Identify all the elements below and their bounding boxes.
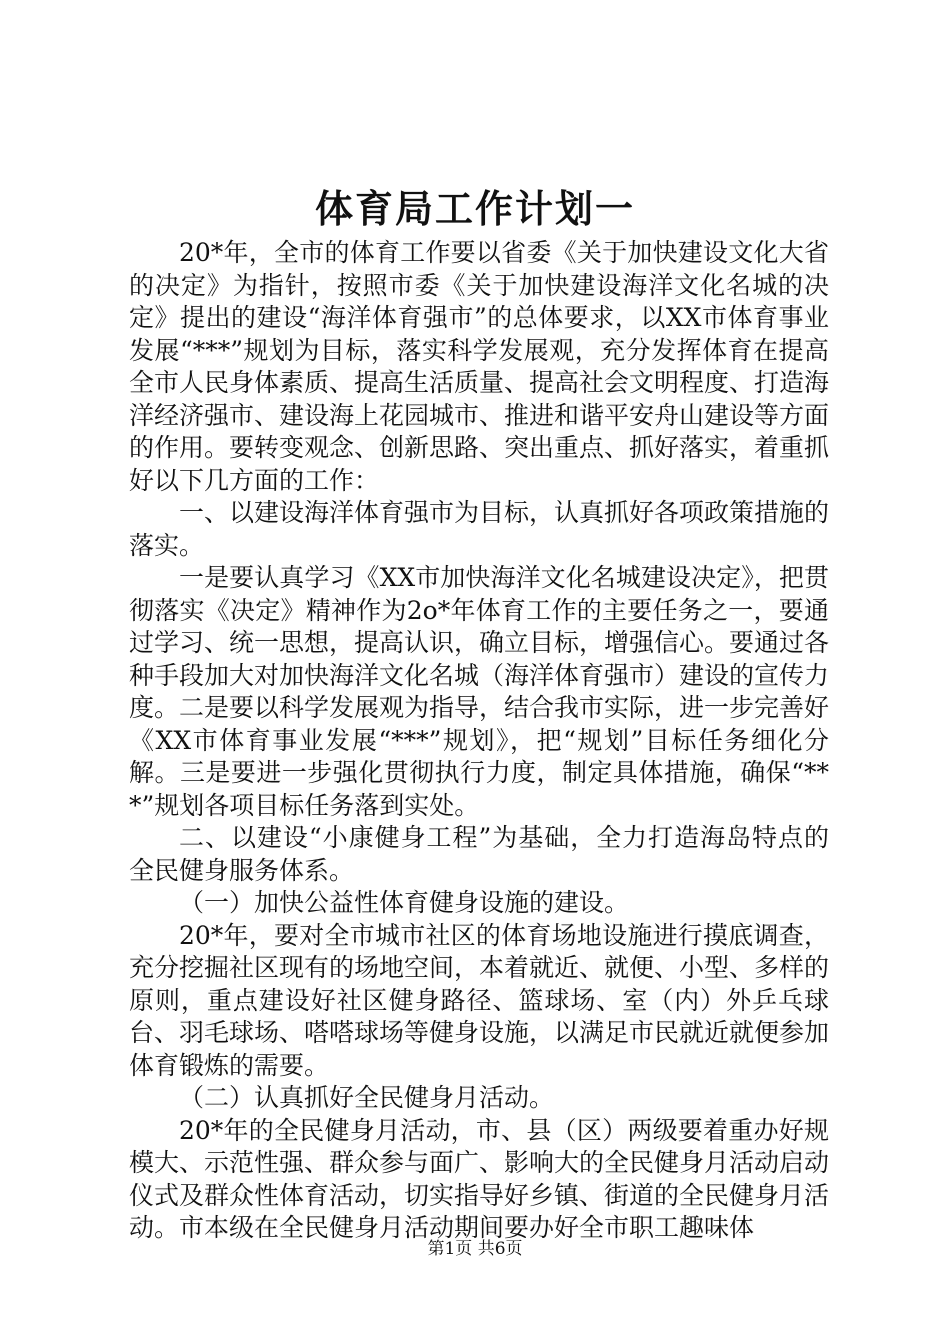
document-title: 体育局工作计划一 <box>314 187 635 231</box>
page-footer: 第1页 共6页 <box>427 1239 523 1259</box>
paragraph-subsection-1-body: 20*年，要对全市城市社区的体育场地设施进行摸底调查，充分挖掘社区现有的场地空间，本着就近、就便、小型、多样的原则，重点建设好社区健身路径、篮球场、室（内）外乒乓球台、羽毛球场、嗒嗒球场等健身设施，以满足市民就近就便参加体育锻炼的需要。 <box>129 920 830 1080</box>
document-body <box>129 237 829 1245</box>
paragraph-subsection-2-body: 20*年的全民健身月活动，市、县（区）两级要着重办好规模大、示范性强、群众参与面广、影响大的全民健身月活动启动仪式及群众性体育活动，切实指导好乡镇、街道的全民健身月活动。市本级在全民健身月活动期间要办好全市职工趣味体 <box>129 1115 830 1242</box>
paragraph-section-1-heading: 一、以建设海洋体育强市为目标，认真抓好各项政策措施的落实。 <box>129 498 830 560</box>
paragraph-intro: 20*年，全市的体育工作要以省委《关于加快建设文化大省的决定》为指针，按照市委《关于加快建设海洋文化名城的决定》提出的建设“海洋体育强市”的总体要求，以XX市体育事业发展“***”规划为目标，落实科学发展观，充分发挥体育在提高全市人民身体素质、提高生活质量、提高社会文明程度、打造海洋经济强市、建设海上花园城市、推进和谐平安舟山建设等方面的作用。要转变观念、创新思路、突出重点、抓好落实，着重抓好以下几方面的工作： <box>129 238 830 495</box>
paragraph-subsection-2-heading: （二）认真抓好全民健身月活动。 <box>179 1083 555 1112</box>
paragraph-section-2-heading: 二、以建设“小康健身工程”为基础，全力打造海岛特点的全民健身服务体系。 <box>129 823 829 885</box>
paragraph-section-1-body: 一是要认真学习《XX市加快海洋文化名城建设决定》，把贯彻落实《决定》精神作为2o*年体育工作的主要任务之一，要通过学习、统一思想，提高认识，确立目标，增强信心。要通过各种手段加大对加快海洋文化名城（海洋体育强市）建设的宣传力度。二是要以科学发展观为指导，结合我市实际，进一步完善好《XX市体育事业发展“***”规划》，把“规划”目标任务细化分解。三是要进一步强化贯彻执行力度，制定具体措施，确保“***”规划各项目标任务落到实处。 <box>129 563 830 820</box>
paragraph-subsection-1-heading: （一）加快公益性体育健身设施的建设。 <box>179 888 630 917</box>
